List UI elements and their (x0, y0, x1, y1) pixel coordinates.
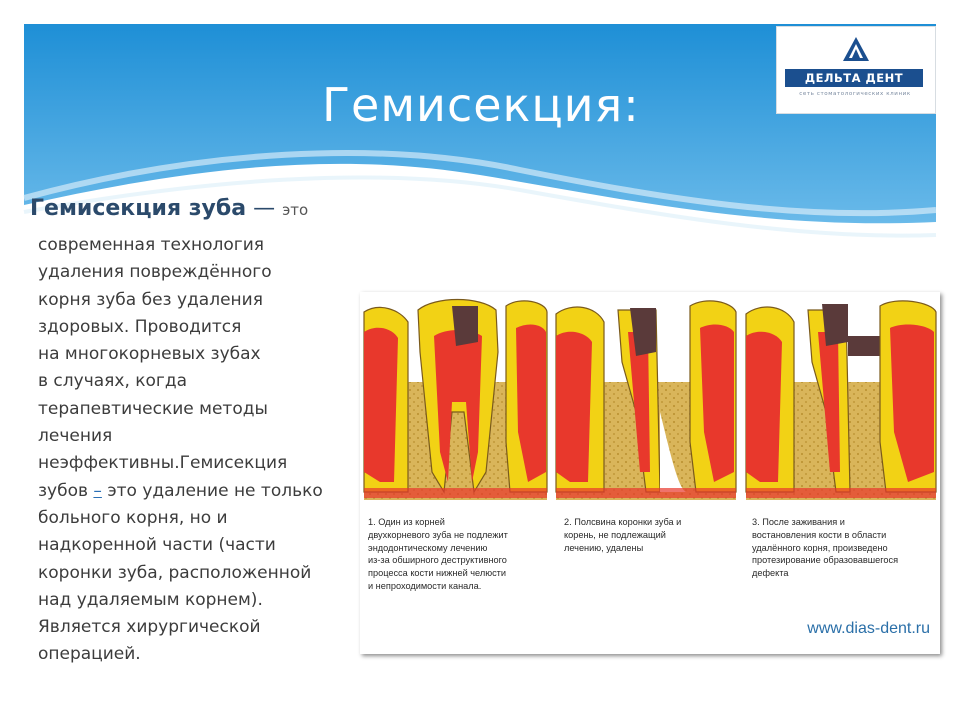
caption-line: 2. Полсвина коронки зуба и (564, 517, 682, 527)
logo-name: ДЕЛЬТА ДЕНТ (785, 69, 923, 87)
caption-line: протезирование образовавшегося (752, 555, 899, 566)
caption-line: двухкорневого зуба не подлежит (368, 529, 508, 540)
source-site: www.dias-dent.ru (807, 620, 930, 637)
body-line: лечения (38, 426, 113, 447)
caption-1 (368, 516, 556, 593)
caption-line: процесса кости нижней челюсти (368, 568, 507, 579)
caption-line: удалённого корня, произведено (752, 542, 888, 553)
logo-mark-icon (841, 35, 871, 63)
body-line: на многокорневых зубах (38, 344, 261, 365)
body-line: Является хирургической (38, 617, 261, 638)
body-line: больного корня, но и (38, 507, 228, 528)
panel-3 (746, 300, 936, 500)
body-line: удаления повреждённого (38, 262, 272, 283)
tooth-illustration (360, 292, 940, 502)
caption-line: 1. Один из корней (368, 517, 445, 527)
body-line: неэффективны.Гемисекция (38, 453, 288, 474)
caption-line: дефекта (752, 568, 789, 579)
caption-line: корень, не подлежащий (564, 529, 666, 540)
body-text (38, 232, 363, 669)
caption-line: и непроходимости канала. (368, 580, 482, 591)
body-link[interactable]: – (93, 480, 102, 501)
body-line: операцией. (38, 644, 141, 665)
panel-2 (556, 300, 736, 500)
body-line: надкоренной части (части (38, 535, 276, 556)
caption-line: востановления кости в области (752, 529, 887, 540)
body-line: терапевтические методы (38, 398, 268, 419)
logo-tagline: сеть стоматологических клиник (799, 91, 911, 97)
lead-term: Гемисекция зуба (30, 196, 247, 221)
caption-line: эндодонтическому лечению (368, 542, 488, 553)
caption-2 (564, 516, 740, 554)
body-line: над удаляемым корнем). (38, 589, 263, 610)
panel-1 (364, 300, 547, 501)
slide-title: Гемисекция: (322, 78, 640, 132)
caption-line: из-за обширного деструктивного (368, 555, 507, 566)
body-line: корня зуба без удаления (38, 289, 263, 310)
lead-line (30, 196, 308, 221)
caption-line: 3. После заживания и (752, 517, 845, 527)
body-line: современная технология (38, 235, 264, 255)
body-link-suffix: это удаление не только (101, 480, 323, 501)
body-line: в случаях, когда (38, 371, 188, 392)
body-line: здоровых. Проводится (38, 316, 242, 337)
hemisection-figure (360, 292, 940, 654)
body-link-prefix: зубов (38, 480, 94, 501)
lead-dash: — (246, 196, 283, 221)
body-line-with-link (38, 478, 363, 505)
logo (776, 26, 936, 114)
caption-line: лечению, удалены (564, 542, 644, 553)
lead-tail: это (282, 201, 309, 219)
body-line: коронки зуба, расположенной (38, 562, 312, 583)
caption-3 (752, 516, 938, 580)
